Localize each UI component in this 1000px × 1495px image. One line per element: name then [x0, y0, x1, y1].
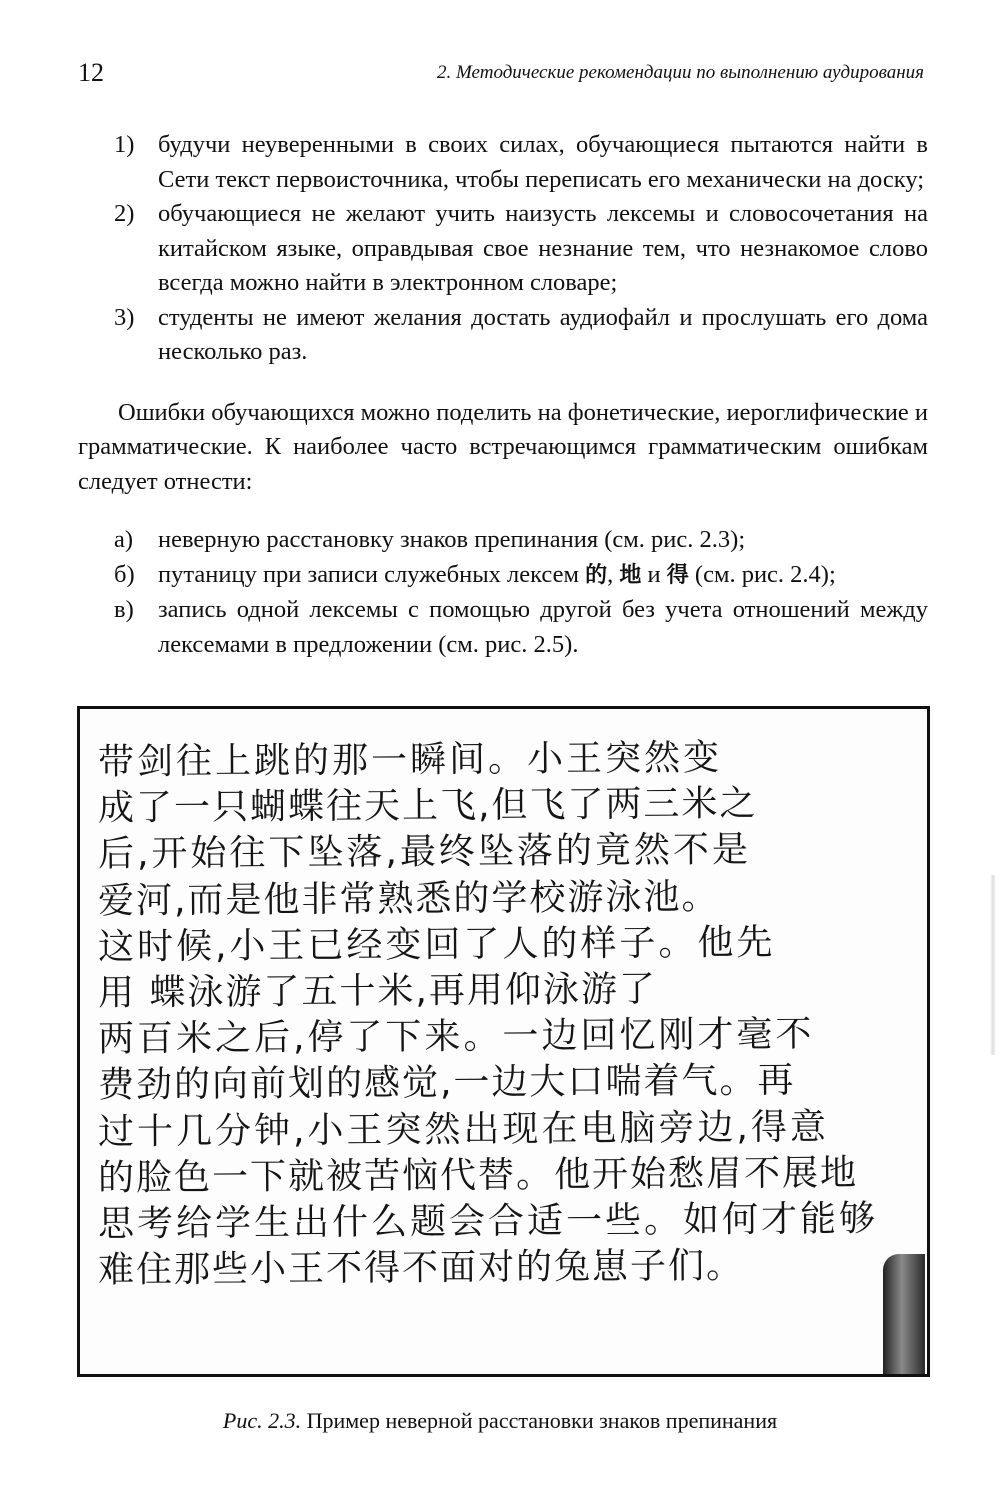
list-item	[78, 593, 928, 662]
reasons-list	[78, 128, 928, 370]
list-marker: а)	[114, 526, 134, 553]
handwriting-line: 费劲的向前划的感觉,一边大口喘着气。再	[97, 1060, 796, 1107]
handwriting-line: 的脸色一下就被苦恼代替。他开始愁眉不展地	[97, 1152, 859, 1199]
list-item-text: студенты не имеют желания достать аудиофайл и прослушать его дома несколько раз.	[158, 303, 928, 365]
handwriting-text	[98, 737, 916, 1291]
chinese-particle-de1: 的	[585, 562, 608, 588]
figure-caption-label: Рис. 2.3.	[222, 1408, 302, 1433]
handwriting-line: 后,开始往下坠落,最终坠落的竟然不是	[97, 829, 752, 876]
list-item	[78, 523, 928, 558]
list-item-text: будучи неуверенными в своих силах, обучающиеся пытаются найти в Сети текст первоисточника, чтобы переписать его механически на доску;	[158, 131, 928, 193]
list-item	[78, 128, 928, 197]
list-item-text: неверную расстановку знаков препинания (см. рис. 2.3);	[158, 526, 746, 553]
page-header	[78, 58, 924, 92]
page-edge-shadow	[990, 875, 996, 1055]
list-item-text-part: путаницу при записи служебных лексем	[158, 560, 586, 588]
list-marker: в)	[114, 596, 134, 623]
separator: и	[641, 560, 667, 588]
handwriting-line: 成了一只蝴蝶往天上飞,但飞了两三米之	[97, 783, 758, 830]
errors-paragraph: Ошибки обучающихся можно поделить на фонетические, иероглифические и грамматические. К наиболее часто встречающимся грамматическим ошибкам следует отнести:	[78, 398, 928, 495]
list-item-text: запись одной лексемы с помощью другой без учета отношений между лексемами в предложении (см. рис. 2.5).	[158, 596, 928, 658]
grammar-errors-list	[78, 523, 928, 662]
list-marker: 1)	[114, 131, 135, 158]
handwriting-line: 带剑往上跳的那一瞬间。小王突然变	[97, 737, 723, 783]
handwriting-figure	[77, 706, 930, 1377]
list-item	[78, 301, 928, 370]
list-item	[78, 197, 928, 301]
scan-artifact	[883, 1254, 925, 1376]
handwriting-line: 爱河,而是他非常熟悉的学校游泳池。	[97, 876, 720, 922]
chinese-particle-de2: 地	[619, 562, 642, 588]
body-text	[78, 128, 928, 662]
list-marker: б)	[114, 560, 135, 588]
running-head: 2. Методические рекомендации по выполнению аудирования	[436, 62, 924, 83]
figure-caption-text: Пример неверной расстановки знаков препинания	[306, 1408, 778, 1433]
list-item-text: обучающиеся не желают учить наизусть лексемы и словосочетания на китайском языке, оправдывая свое незнание тем, что незнакомое слово всегда можно найти в электронном словаре;	[158, 200, 928, 296]
handwriting-line: 思考给学生出什么题会合适一些。如何才能够	[97, 1198, 879, 1245]
handwriting-line: 过十几分钟,小王突然出现在电脑旁边,得意	[97, 1106, 830, 1153]
handwriting-line: 这时候,小王已经变回了人的样子。他先	[97, 921, 776, 968]
list-marker: 3)	[114, 303, 135, 331]
page-number: 12	[78, 58, 104, 87]
handwriting-line: 两百米之后,停了下来。一边回忆刚才毫不	[97, 1014, 815, 1061]
handwriting-line: 难住那些小王不得不面对的兔崽子们。	[97, 1245, 745, 1292]
figure-caption	[0, 1408, 1000, 1434]
handwriting-line: 用 蝶泳游了五十米,再用仰泳游了	[97, 968, 658, 1014]
list-marker: 2)	[114, 200, 135, 227]
list-item	[78, 558, 928, 594]
chinese-particle-de3: 得	[666, 562, 689, 588]
list-item-text-part: (см. рис. 2.4);	[688, 560, 836, 588]
separator: ,	[607, 560, 620, 588]
